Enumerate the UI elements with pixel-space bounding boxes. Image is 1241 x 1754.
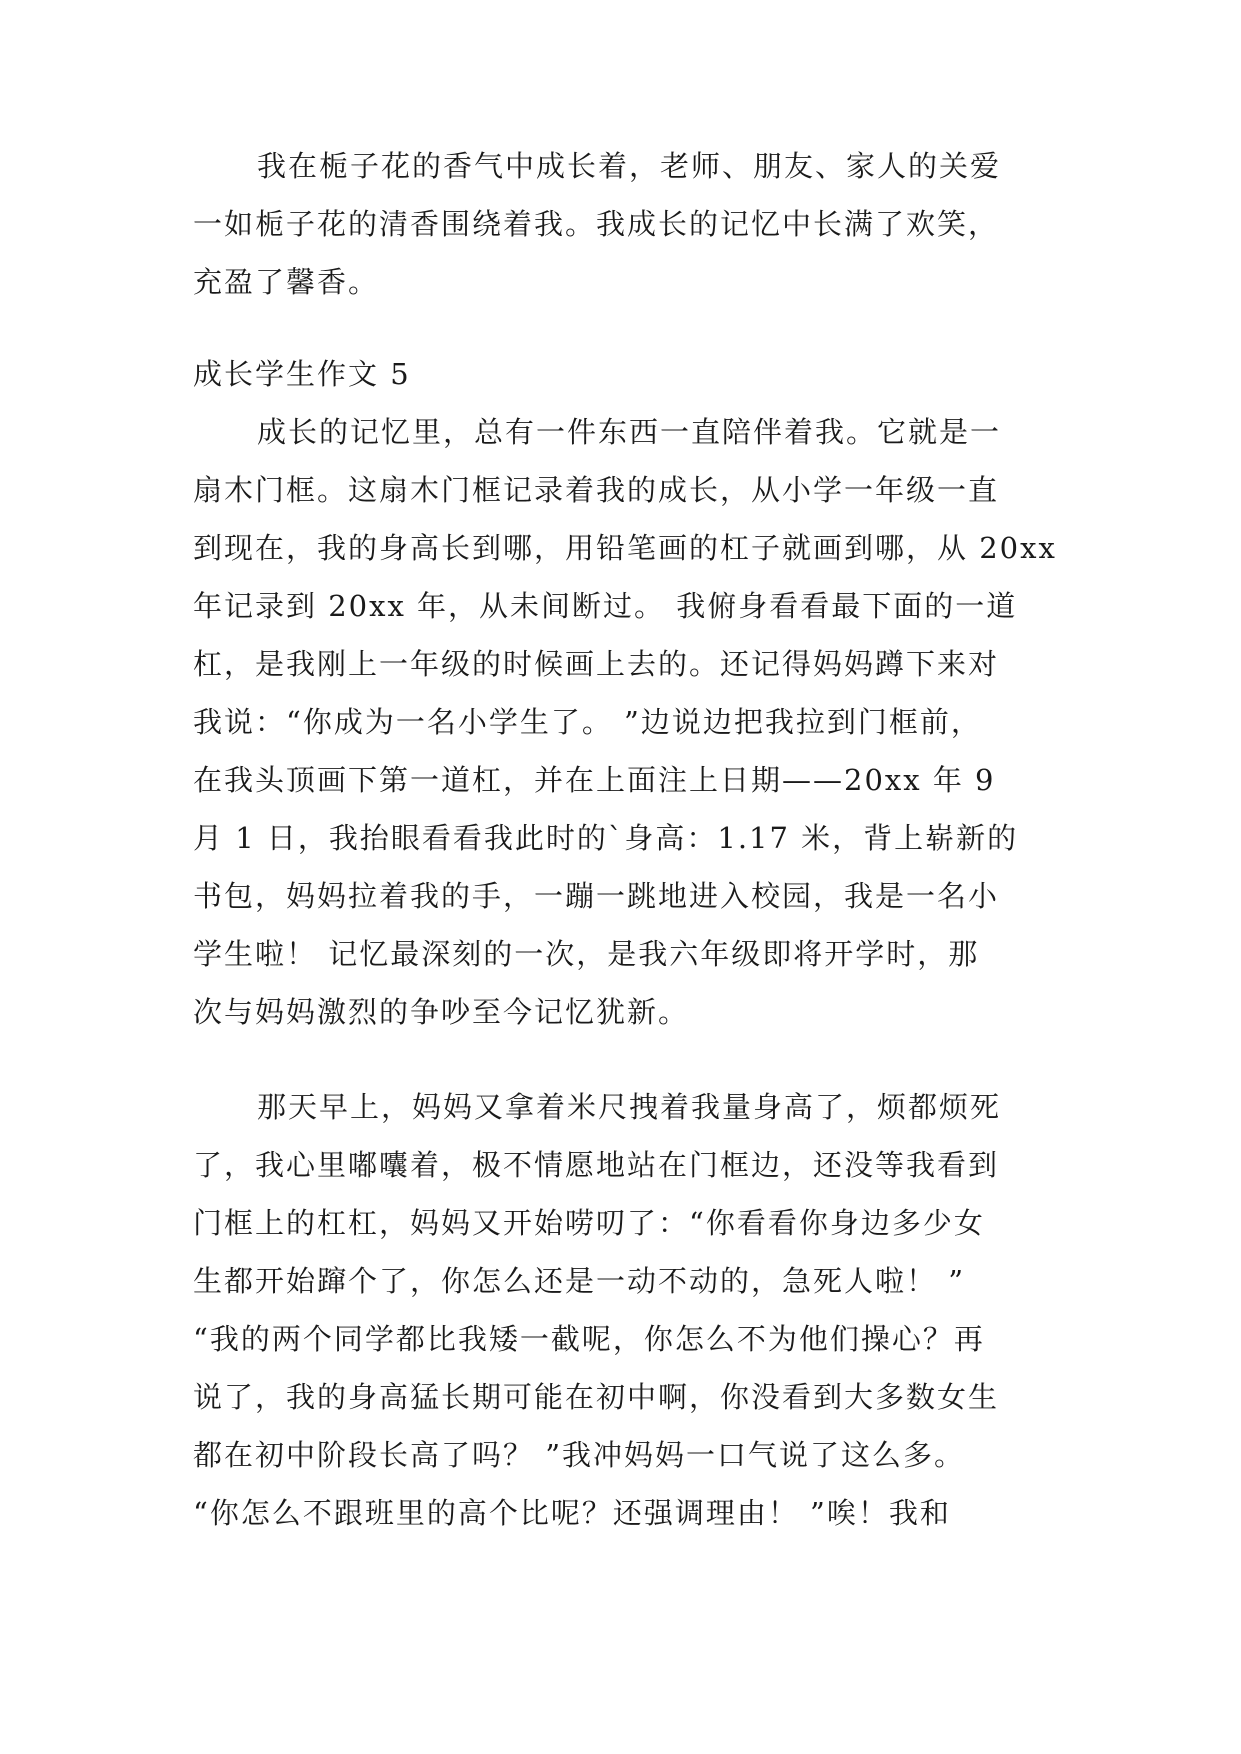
paragraph-line: “你怎么不跟班里的高个比呢？还强调理由！ ”唉！我和 — [193, 1496, 951, 1530]
paragraph-line: 书包，妈妈拉着我的手，一蹦一跳地进入校园，我是一名小 — [193, 879, 1000, 913]
paragraph-line: 一如栀子花的清香围绕着我。我成长的记忆中长满了欢笑， — [193, 207, 1000, 241]
paragraph-line: 生都开始蹿个了，你怎么还是一动不动的，急死人啦！ ” — [193, 1264, 966, 1298]
paragraph-line: 杠，是我刚上一年级的时候画上去的。还记得妈妈蹲下来对 — [193, 647, 1000, 681]
paragraph-line: 那天早上，妈妈又拿着米尺拽着我量身高了，烦都烦死 — [257, 1090, 1002, 1124]
paragraph-line: 充盈了馨香。 — [193, 265, 380, 299]
paragraph-line: 都在初中阶段长高了吗？ ”我冲妈妈一口气说了这么多。 — [193, 1438, 966, 1472]
paragraph-line: 我在栀子花的香气中成长着，老师、朋友、家人的关爱 — [257, 149, 1002, 183]
paragraph-line: 了，我心里嘟囔着，极不情愿地站在门框边，还没等我看到 — [193, 1148, 1000, 1182]
paragraph-line: 次与妈妈激烈的争吵至今记忆犹新。 — [193, 995, 690, 1029]
paragraph-line: 说了，我的身高猛长期可能在初中啊，你没看到大多数女生 — [193, 1380, 1000, 1414]
paragraph-line: 我说：“你成为一名小学生了。 ”边说边把我拉到门框前， — [193, 705, 982, 739]
paragraph-line: 年记录到 20xx 年，从未间断过。 我俯身看看最下面的一道 — [193, 589, 1018, 623]
paragraph-line: 成长的记忆里，总有一件东西一直陪伴着我。它就是一 — [257, 415, 1002, 449]
section-title: 成长学生作文 5 — [193, 357, 411, 391]
paragraph-line: 学生啦！ 记忆最深刻的一次，是我六年级即将开学时，那 — [193, 937, 980, 971]
paragraph-line: “我的两个同学都比我矮一截呢，你怎么不为他们操心？再 — [193, 1322, 985, 1356]
paragraph-line: 扇木门框。这扇木门框记录着我的成长，从小学一年级一直 — [193, 473, 1000, 507]
paragraph-line: 月 1 日，我抬眼看看我此时的`身高：1.17 米，背上崭新的 — [193, 821, 1019, 855]
paragraph-line: 到现在，我的身高长到哪，用铅笔画的杠子就画到哪，从 20xx — [193, 531, 1057, 565]
paragraph-line: 门框上的杠杠，妈妈又开始唠叨了：“你看看你身边多少女 — [193, 1206, 985, 1240]
paragraph-line: 在我头顶画下第一道杠，并在上面注上日期——20xx 年 9 — [193, 763, 996, 797]
